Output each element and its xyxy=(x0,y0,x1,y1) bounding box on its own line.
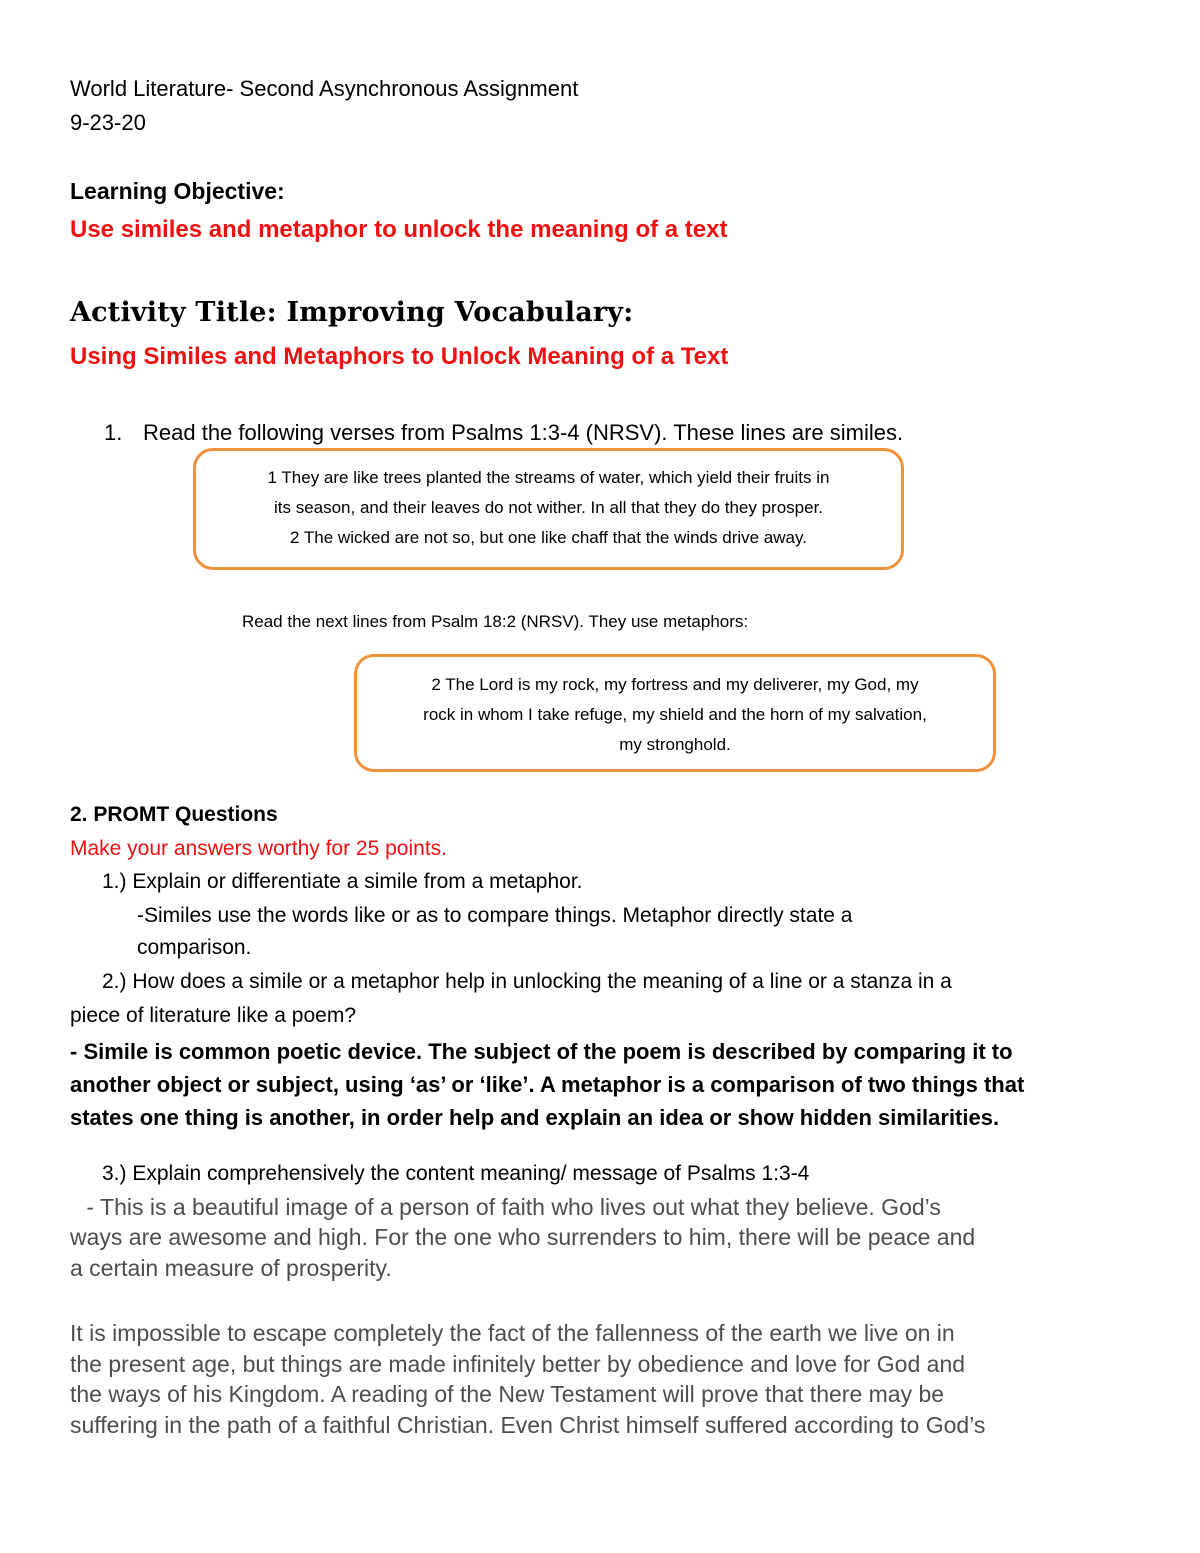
activity-title: Activity Title: Improving Vocabulary: xyxy=(70,297,634,328)
answer-3-line: ways are awesome and high. For the one who surrenders to him, there will be peace and xyxy=(70,1224,976,1250)
assignment-date: 9-23-20 xyxy=(70,110,146,135)
answer-2-line: states one thing is another, in order help and explain an idea or show hidden similarities. xyxy=(70,1105,1000,1130)
learning-objective-text: Use similes and metaphor to unlock the meaning of a text xyxy=(70,216,728,243)
question-3: 3.) Explain comprehensively the content meaning/ message of Psalms 1:3-4 xyxy=(102,1162,810,1185)
answer-1-line: comparison. xyxy=(137,936,252,959)
learning-objective-label: Learning Objective: xyxy=(70,178,285,204)
answer-3-para2-line: It is impossible to escape completely the fact of the fallenness of the earth we live on in xyxy=(70,1320,955,1346)
quote-line: my stronghold. xyxy=(619,735,731,754)
answer-3-para2-line: the ways of his Kingdom. A reading of the New Testament will prove that there may be xyxy=(70,1381,945,1407)
similes-quote-box xyxy=(193,448,904,570)
question-2-cont: piece of literature like a poem? xyxy=(70,1004,356,1027)
question-1: 1.) Explain or differentiate a simile from a metaphor. xyxy=(102,870,583,893)
answer-1-line: -Similes use the words like or as to compare things. Metaphor directly state a xyxy=(137,904,853,927)
answer-3-para2-line: suffering in the path of a faithful Christian. Even Christ himself suffered according to God’s xyxy=(70,1412,986,1438)
quote-line: its season, and their leaves do not wither. In all that they do they prosper. xyxy=(273,498,824,517)
assignment-title: World Literature- Second Asynchronous Assignment xyxy=(70,76,579,101)
prompt-instruction: Make your answers worthy for 25 points. xyxy=(70,837,447,860)
prompt-heading: 2. PROMT Questions xyxy=(70,803,278,826)
activity-subtitle: Using Similes and Metaphors to Unlock Meaning of a Text xyxy=(70,343,729,370)
quote-line: 2 The Lord is my rock, my fortress and my deliverer, my God, my xyxy=(431,675,919,694)
quote-line: rock in whom I take refuge, my shield and the horn of my salvation, xyxy=(423,705,927,724)
answer-2-line: another object or subject, using ‘as’ or ‘like’. A metaphor is a comparison of two things that xyxy=(70,1072,1025,1097)
quote-line: 1 They are like trees planted the streams of water, which yield their fruits in xyxy=(267,468,830,487)
question-2: 2.) How does a simile or a metaphor help in unlocking the meaning of a line or a stanza in a xyxy=(102,970,952,993)
item-instruction: Read the following verses from Psalms 1:3-4 (NRSV). These lines are similes. xyxy=(143,420,904,445)
answer-3-line: - This is a beautiful image of a person of faith who lives out what they believe. God’s xyxy=(80,1194,941,1220)
item-number: 1. xyxy=(104,420,123,445)
quote-line: 2 The wicked are not so, but one like chaff that the winds drive away. xyxy=(290,528,807,547)
answer-3-line: a certain measure of prosperity. xyxy=(70,1255,392,1281)
answer-3-para2-line: the present age, but things are made infinitely better by obedience and love for God and xyxy=(70,1351,966,1377)
answer-2-line: - Simile is common poetic device. The subject of the poem is described by comparing it to xyxy=(70,1039,1013,1064)
metaphors-quote-box xyxy=(354,654,996,772)
metaphor-intro: Read the next lines from Psalm 18:2 (NRSV). They use metaphors: xyxy=(242,612,749,631)
